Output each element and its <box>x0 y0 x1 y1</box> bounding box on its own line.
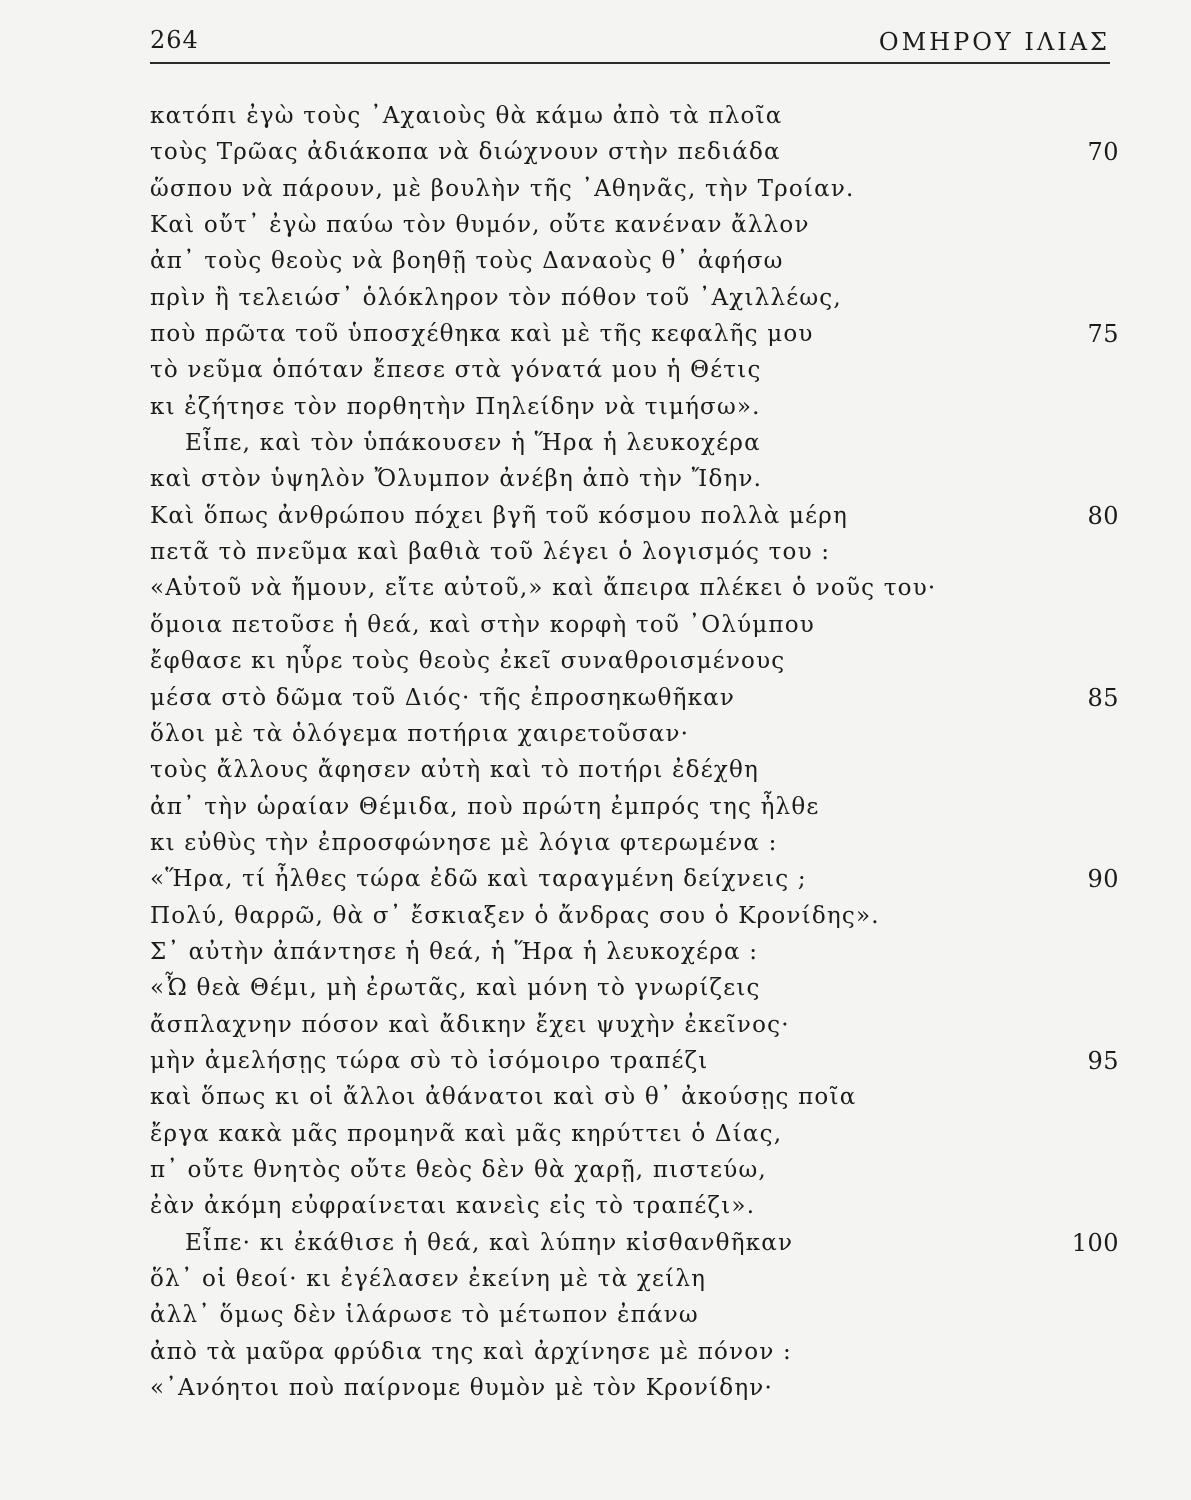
verse-text: κατόπι ἐγὼ τοὺς ᾿Αχαιοὺς θὰ κάμω ἀπὸ τὰ πλοῖα <box>150 103 783 129</box>
verse-text: «Ὦ θεὰ Θέμι, μὴ ἐρωτᾶς, καὶ μόνη τὸ γνωρίζεις <box>150 975 761 1002</box>
header-rule <box>150 62 1110 64</box>
verse-line <box>0 1152 1191 1188</box>
verse-line <box>0 898 1191 934</box>
verse-text: τοὺς Τρῶας ἀδιάκοπα νὰ διώχνουν στὴν πεδιάδα <box>150 139 781 166</box>
verse-line <box>0 1188 1191 1224</box>
verse-line <box>0 970 1191 1006</box>
verse-line <box>0 316 1191 352</box>
verse-line <box>0 1043 1191 1079</box>
verse-line <box>0 934 1191 970</box>
verse-text: τοὺς ἄλλους ἄφησεν αὐτὴ καὶ τὸ ποτήρι ἐδέχθη <box>150 757 760 784</box>
verse-text: μέσα στὸ δῶμα τοῦ Διός· τῆς ἐπροσηκωθῆκαν <box>150 684 736 711</box>
verse-text: Καὶ ὅπως ἀνθρώπου πόχει βγῆ τοῦ κόσμου πολλὰ μέρη <box>150 502 848 529</box>
verse-line <box>0 716 1191 752</box>
verse-line <box>0 789 1191 825</box>
verse-text: ἀλλ᾿ ὅμως δὲν ἱλάρωσε τὸ μέτωπον ἐπάνω <box>150 1302 699 1329</box>
verse-line <box>0 389 1191 425</box>
verse-text: ἄσπλαχνην πόσον καὶ ἄδικην ἔχει ψυχὴν ἐκεῖνος· <box>150 1011 790 1038</box>
verse-text: κι ἐζήτησε τὸν πορθητὴν Πηλείδην νὰ τιμήσω». <box>150 393 761 420</box>
verse-text: ὅμοια πετοῦσε ἡ θεά, καὶ στὴν κορφὴ τοῦ ᾿Ολύμπου <box>150 611 815 638</box>
verse-line <box>0 1334 1191 1370</box>
verse-line <box>0 1079 1191 1115</box>
verse-line <box>0 1007 1191 1043</box>
verse-text: ἔφθασε κι ηὗρε τοὺς θεοὺς ἐκεῖ συναθροισμένους <box>150 648 786 675</box>
verse-line <box>0 171 1191 207</box>
verse-text: μὴν ἀμελήσῃς τώρα σὺ τὸ ἰσόμοιρο τραπέζι <box>150 1047 709 1074</box>
verse-line <box>0 1225 1191 1261</box>
verse-text: Καὶ οὔτ᾿ ἐγὼ παύω τὸν θυμόν, οὔτε κανέναν ἄλλον <box>150 212 810 239</box>
verse-line <box>0 98 1191 134</box>
line-number: 90 <box>1087 865 1119 894</box>
verse-line <box>0 825 1191 861</box>
verse-text: ὅλ᾿ οἱ θεοί· κι ἐγέλασεν ἐκείνη μὲ τὰ χείλη <box>150 1266 707 1292</box>
verse-text: ποὺ πρῶτα τοῦ ὑποσχέθηκα καὶ μὲ τῆς κεφαλῆς μου <box>150 321 814 348</box>
line-number: 85 <box>1087 683 1119 712</box>
verse-text: καὶ ὅπως κι οἱ ἄλλοι ἀθάνατοι καὶ σὺ θ᾿ ἀκούσῃς ποῖα <box>150 1084 857 1111</box>
verse-line <box>0 680 1191 716</box>
verse-text: π᾿ οὔτε θνητὸς οὔτε θεὸς δὲν θὰ χαρῇ, πιστεύω, <box>150 1156 767 1183</box>
verse-line <box>0 134 1191 170</box>
verse-text: Εἶπε· κι ἐκάθισε ἡ θεά, καὶ λύπην κἰσθανθῆκαν <box>185 1229 794 1256</box>
verse-line <box>0 1261 1191 1297</box>
verse-text: ἔργα κακὰ μᾶς προμηνᾶ καὶ μᾶς κηρύττει ὁ Δίας, <box>150 1120 783 1147</box>
verse-text: καὶ στὸν ὑψηλὸν Ὄλυμπον ἀνέβη ἀπὸ τὴν Ἴδην. <box>150 466 763 493</box>
verse-line <box>0 280 1191 316</box>
verse-text: ἀπὸ τὰ μαῦρα φρύδια της καὶ ἀρχίνησε μὲ πόνον : <box>150 1338 792 1365</box>
verse-line <box>0 1297 1191 1333</box>
verse-line <box>0 425 1191 461</box>
verse-text: κι εὐθὺς τὴν ἐπροσφώνησε μὲ λόγια φτερωμένα : <box>150 829 778 856</box>
line-number: 70 <box>1087 138 1119 167</box>
verse-line <box>0 861 1191 897</box>
verse-text: ἀπ᾿ τὴν ὡραίαν Θέμιδα, ποὺ πρώτη ἐμπρός της ἦλθε <box>150 793 820 820</box>
verse-text: «᾿Ανόητοι ποὺ παίρνομε θυμὸν μὲ τὸν Κρονίδην· <box>150 1375 773 1402</box>
line-number: 100 <box>1071 1228 1119 1257</box>
verse-text: ἀπ᾿ τοὺς θεοὺς νὰ βοηθῇ τοὺς Δαναοὺς θ᾿ ἀφήσω <box>150 248 784 275</box>
line-number: 75 <box>1087 320 1119 349</box>
line-number: 95 <box>1087 1046 1119 1075</box>
verse-text: τὸ νεῦμα ὁπόταν ἔπεσε στὰ γόνατά μου ἡ Θέτις <box>150 357 762 384</box>
verse-text: Πολύ, θαρρῶ, θὰ σ᾿ ἔσκιαξεν ὁ ἄνδρας σου ὁ Κρονίδης». <box>150 902 880 929</box>
verse-text: Εἶπε, καὶ τὸν ὑπάκουσεν ἡ Ἥρα ἡ λευκοχέρα <box>185 430 761 457</box>
verse-line <box>0 1370 1191 1406</box>
line-number: 80 <box>1087 501 1119 530</box>
verse-line <box>0 461 1191 497</box>
verse-text: ὥσπου νὰ πάρουν, μὲ βουλὴν τῆς ᾿Αθηνᾶς, τὴν Τροίαν. <box>150 175 855 202</box>
running-head: ΟΜΗΡΟΥ ΙΛΙΑΣ <box>878 28 1110 56</box>
page-number: 264 <box>150 26 199 54</box>
verse-line <box>0 243 1191 279</box>
verse-line <box>0 534 1191 570</box>
verse-text: ἐὰν ἀκόμη εὐφραίνεται κανεὶς εἰς τὸ τραπέζι». <box>150 1193 756 1220</box>
page-header <box>150 26 1110 62</box>
verse-line <box>0 643 1191 679</box>
verse-text: ὅλοι μὲ τὰ ὁλόγεμα ποτήρια χαιρετοῦσαν· <box>150 720 690 747</box>
verse-text: πετᾶ τὸ πνεῦμα καὶ βαθιὰ τοῦ λέγει ὁ λογισμός του : <box>150 539 831 566</box>
verse-line <box>0 1116 1191 1152</box>
verse-line <box>0 752 1191 788</box>
verse-line <box>0 352 1191 388</box>
verse-text: Σ᾿ αὐτὴν ἀπάντησε ἡ θεά, ἡ Ἥρα ἡ λευκοχέρα : <box>150 938 759 965</box>
verse-text: πρὶν ἢ τελειώσ᾿ ὁλόκληρον τὸν πόθον τοῦ ᾿Αχιλλέως, <box>150 284 842 311</box>
verse-text: «Ἥρα, τί ἦλθες τώρα ἐδῶ καὶ ταραγμένη δείχνεις ; <box>150 866 807 893</box>
poem-text <box>0 98 1191 1406</box>
verse-line <box>0 607 1191 643</box>
verse-line <box>0 207 1191 243</box>
verse-text: «Αὐτοῦ νὰ ἤμουν, εἴτε αὐτοῦ,» καὶ ἄπειρα πλέκει ὁ νοῦς του· <box>150 575 937 602</box>
verse-line <box>0 498 1191 534</box>
verse-line <box>0 570 1191 606</box>
